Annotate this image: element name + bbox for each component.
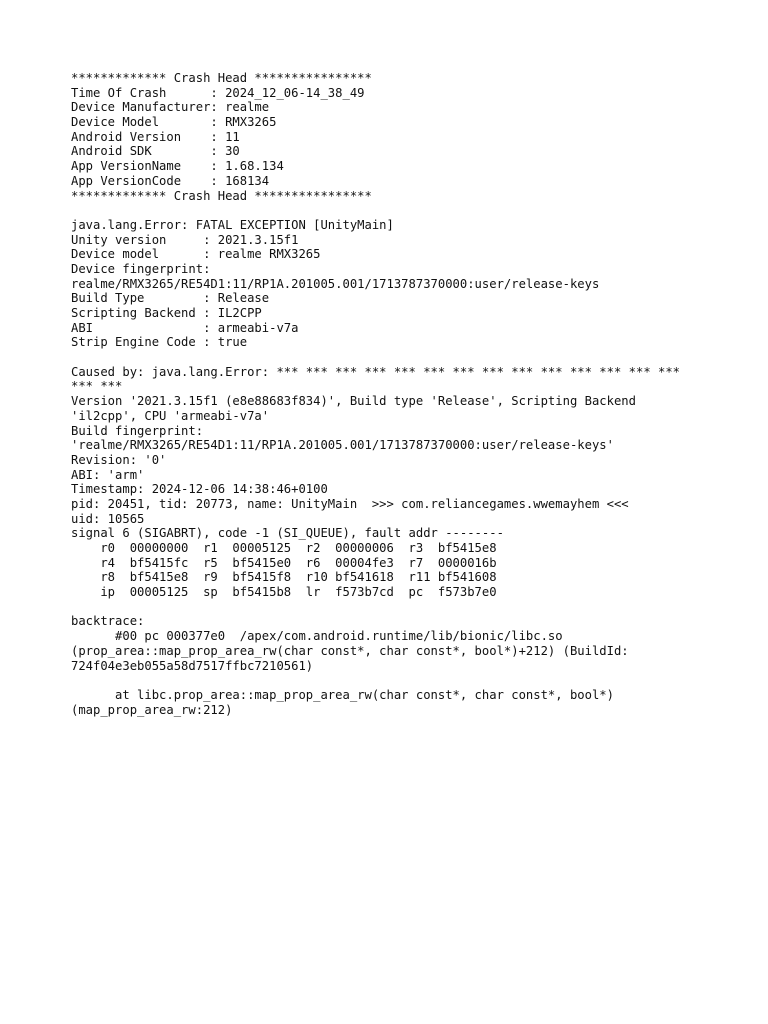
caused-by-continuation: *** *** bbox=[71, 379, 123, 394]
device-model-line: Device Model : RMX3265 bbox=[71, 115, 277, 130]
device-fingerprint-value: realme/RMX3265/RE54D1:11/RP1A.201005.001/1713787370000:user/release-keys bbox=[71, 276, 600, 291]
caused-by-line: Caused by: java.lang.Error: *** *** *** *** *** *** *** *** *** *** *** *** *** *** bbox=[71, 364, 681, 379]
build-fingerprint-label: Build fingerprint: bbox=[71, 423, 204, 438]
timestamp-line: Timestamp: 2024-12-06 14:38:46+0100 bbox=[71, 482, 328, 497]
backtrace-label: backtrace: bbox=[71, 614, 145, 629]
version-line: Version '2021.3.15f1 (e8e88683f834)', Build type 'Release', Scripting Backend bbox=[71, 394, 636, 409]
build-fingerprint-value: 'realme/RMX3265/RE54D1:11/RP1A.201005.001/1713787370000:user/release-keys' bbox=[71, 438, 614, 453]
pid-line: pid: 20451, tid: 20773, name: UnityMain >>> com.reliancegames.wwemayhem <<< bbox=[71, 496, 629, 511]
backtrace-frame-line: #00 pc 000377e0 /apex/com.android.runtime/lib/bionic/libc.so bbox=[71, 629, 563, 644]
device-model-detail-line: Device model : realme RMX3265 bbox=[71, 247, 321, 262]
app-version-name-line: App VersionName : 1.68.134 bbox=[71, 159, 284, 174]
blank-line bbox=[71, 600, 731, 615]
crash-log-document bbox=[71, 71, 731, 717]
android-version-line: Android Version : 11 bbox=[71, 129, 240, 144]
time-of-crash-line: Time Of Crash : 2024_12_06-14_38_49 bbox=[71, 85, 365, 100]
app-version-code-line: App VersionCode : 168134 bbox=[71, 173, 270, 188]
crash-head-banner-bottom: ************* Crash Head **************** bbox=[71, 188, 372, 203]
crash-head-banner-top: ************* Crash Head **************** bbox=[71, 71, 372, 85]
register-row: r8 bf5415e8 r9 bf5415f8 r10 bf541618 r11 bf541608 bbox=[71, 570, 497, 585]
version-continuation: 'il2cpp', CPU 'armeabi-v7a' bbox=[71, 408, 270, 423]
blank-line bbox=[71, 350, 731, 365]
strip-engine-code-line: Strip Engine Code : true bbox=[71, 335, 248, 350]
abi-arm-line: ABI: 'arm' bbox=[71, 467, 145, 482]
stack-at-line: at libc.prop_area::map_prop_area_rw(char const*, char const*, bool*) bbox=[71, 687, 614, 702]
build-type-line: Build Type : Release bbox=[71, 291, 270, 306]
abi-line: ABI : armeabi-v7a bbox=[71, 320, 299, 335]
blank-line bbox=[71, 203, 731, 218]
scripting-backend-line: Scripting Backend : IL2CPP bbox=[71, 306, 262, 320]
register-row: r4 bf5415fc r5 bf5415e0 r6 00004fe3 r7 0000016b bbox=[71, 555, 497, 570]
uid-line: uid: 10565 bbox=[71, 511, 145, 526]
fatal-exception-line: java.lang.Error: FATAL EXCEPTION [UnityMain] bbox=[71, 217, 394, 232]
register-row: r0 00000000 r1 00005125 r2 00000006 r3 bf5415e8 bbox=[71, 541, 497, 555]
stack-at-location: (map_prop_area_rw:212) bbox=[71, 702, 233, 717]
device-fingerprint-label: Device fingerprint: bbox=[71, 261, 211, 276]
android-sdk-line: Android SDK : 30 bbox=[71, 144, 240, 159]
blank-line bbox=[71, 673, 731, 688]
device-manufacturer-line: Device Manufacturer: realme bbox=[71, 100, 270, 115]
register-row: ip 00005125 sp bf5415b8 lr f573b7cd pc f573b7e0 bbox=[71, 585, 497, 600]
unity-version-line: Unity version : 2021.3.15f1 bbox=[71, 232, 299, 247]
backtrace-build-id: 724f04e3eb055a58d7517ffbc7210561) bbox=[71, 658, 314, 673]
revision-line: Revision: '0' bbox=[71, 452, 167, 467]
signal-line: signal 6 (SIGABRT), code -1 (SI_QUEUE), fault addr -------- bbox=[71, 526, 504, 541]
backtrace-frame-symbol: (prop_area::map_prop_area_rw(char const*, char const*, bool*)+212) (BuildId: bbox=[71, 643, 629, 658]
